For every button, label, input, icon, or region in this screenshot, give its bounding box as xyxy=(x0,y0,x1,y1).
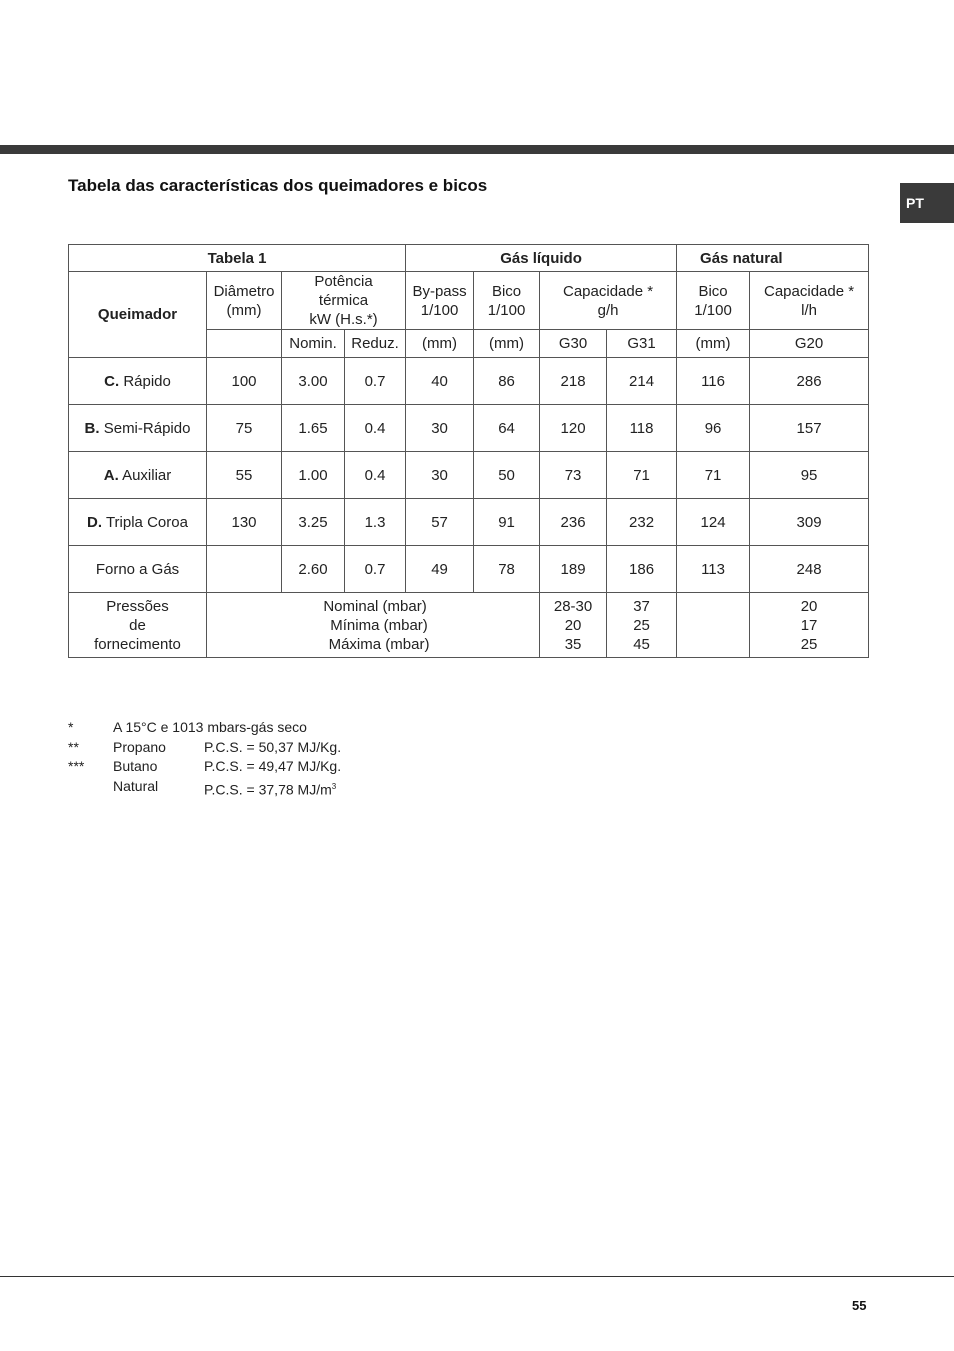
bypass-header-line: By-pass xyxy=(412,282,467,300)
pressure-value: 20 xyxy=(800,597,818,615)
g30-value: 236 xyxy=(540,499,607,546)
reduz-value: 0.7 xyxy=(345,546,406,593)
column-header-row xyxy=(69,272,869,330)
footnote-gas: Natural xyxy=(113,777,159,794)
burner-name: Auxiliar xyxy=(122,466,172,484)
potencia-header-line: Potência xyxy=(314,273,373,290)
pressure-type: Nominal (mbar) xyxy=(323,597,427,615)
pressure-label-line: fornecimento xyxy=(94,635,181,653)
g30-value: 120 xyxy=(540,405,607,452)
bico-natural-header xyxy=(677,272,750,330)
pressure-label xyxy=(69,593,207,658)
g31-value: 232 xyxy=(607,499,677,546)
footnote-pcs: P.C.S. = 37,78 MJ/m xyxy=(204,781,332,798)
bypass-value: 30 xyxy=(406,452,474,499)
bypass-header xyxy=(406,272,474,330)
g20-value: 157 xyxy=(750,405,869,452)
footnote-mark: * xyxy=(68,719,74,735)
footnote-gas: Propano xyxy=(113,738,166,755)
bico-natural-header-line: 1/100 xyxy=(694,301,732,319)
g20-value: 286 xyxy=(750,358,869,405)
footnote-text: A 15°C e 1013 mbars-gás seco xyxy=(113,719,307,735)
burner-name-cell xyxy=(69,405,207,452)
pressure-value: 25 xyxy=(800,635,818,653)
natural-gas-header: Gás natural xyxy=(677,245,869,272)
diametro-value: 100 xyxy=(207,358,282,405)
diametro-value: 55 xyxy=(207,452,282,499)
bico-liquid-header-line: 1/100 xyxy=(487,301,526,319)
potencia-header-line: kW (H.s.*) xyxy=(309,311,378,328)
burner-name-cell xyxy=(69,452,207,499)
top-divider-bar xyxy=(0,145,954,154)
burner-row xyxy=(69,405,869,452)
pressure-value: 20 xyxy=(564,616,582,634)
bico-natural-value: 96 xyxy=(677,405,750,452)
nomin-unit: Nomin. xyxy=(282,330,345,358)
pressure-types xyxy=(207,593,540,658)
diametro-header-unit: (mm) xyxy=(226,301,262,319)
bico-liquid-header-line: Bico xyxy=(491,282,522,300)
bico-natural-unit: (mm) xyxy=(677,330,750,358)
g31-value: 118 xyxy=(607,405,677,452)
g20-value: 248 xyxy=(750,546,869,593)
pressure-value: 37 xyxy=(633,597,650,615)
g31-pressures xyxy=(607,593,677,658)
burner-name: Tripla Coroa xyxy=(105,513,188,531)
group-header-row xyxy=(69,245,869,272)
pressure-value: 28-30 xyxy=(553,597,593,615)
pressure-label-line: Pressões xyxy=(106,597,169,615)
burner-name: Rápido xyxy=(123,372,171,390)
nomin-value: 1.00 xyxy=(282,452,345,499)
footnote-pcs-wrap xyxy=(204,777,336,800)
g20-value: 95 xyxy=(750,452,869,499)
burner-name-cell xyxy=(69,499,207,546)
bypass-value: 40 xyxy=(406,358,474,405)
pressure-value: 17 xyxy=(800,616,818,634)
bico-natural-header-line: Bico xyxy=(698,282,728,300)
table-caption: Tabela 1 xyxy=(69,245,406,272)
burner-code: C. xyxy=(104,372,120,390)
nomin-value: 3.25 xyxy=(282,499,345,546)
burner-row xyxy=(69,452,869,499)
nomin-value: 2.60 xyxy=(282,546,345,593)
bico-natural-value: 116 xyxy=(677,358,750,405)
burner-name-cell xyxy=(69,358,207,405)
footnote-gas: Butano xyxy=(113,758,158,774)
g30-unit: G30 xyxy=(540,330,607,358)
reduz-value: 0.4 xyxy=(345,405,406,452)
capacidade-natural-header-line: Capacidade * xyxy=(764,282,855,300)
burner-characteristics-table xyxy=(68,244,869,658)
capacidade-natural-header-line: l/h xyxy=(801,301,817,319)
burner-name: Semi-Rápido xyxy=(103,419,191,437)
burner-row xyxy=(69,358,869,405)
footnote-mark: ** xyxy=(68,738,79,755)
bypass-value: 30 xyxy=(406,405,474,452)
burner-name-cell xyxy=(69,546,207,593)
g31-value: 186 xyxy=(607,546,677,593)
page-number: 55 xyxy=(852,1298,867,1313)
burner-code: A. xyxy=(103,466,119,484)
reduz-value: 0.4 xyxy=(345,452,406,499)
footnote-mark: *** xyxy=(68,758,85,774)
diametro-value: 130 xyxy=(207,499,282,546)
bico-liquid-value: 86 xyxy=(474,358,540,405)
bypass-unit: (mm) xyxy=(406,330,474,358)
diametro-value xyxy=(207,546,282,593)
capacidade-liquid-header-line: g/h xyxy=(597,301,619,319)
footnote-superscript: 3 xyxy=(331,781,337,791)
diametro-header-line: Diâmetro xyxy=(213,282,275,300)
bico-liquid-value: 64 xyxy=(474,405,540,452)
queimador-header: Queimador xyxy=(69,272,207,358)
g30-pressures xyxy=(540,593,607,658)
pressure-type: Mínima (mbar) xyxy=(330,616,428,634)
g31-value: 214 xyxy=(607,358,677,405)
reduz-value: 0.7 xyxy=(345,358,406,405)
bico-liquid-value: 50 xyxy=(474,452,540,499)
bico-natural-value: 124 xyxy=(677,499,750,546)
diametro-value: 75 xyxy=(207,405,282,452)
reduz-value: 1.3 xyxy=(345,499,406,546)
pressure-value: 35 xyxy=(564,635,582,653)
bico-liquid-unit: (mm) xyxy=(474,330,540,358)
bico-natural-pressure-empty xyxy=(677,593,750,658)
g31-unit: G31 xyxy=(607,330,677,358)
nomin-value: 1.65 xyxy=(282,405,345,452)
bypass-value: 49 xyxy=(406,546,474,593)
bico-liquid-value: 91 xyxy=(474,499,540,546)
capacidade-liquid-header xyxy=(540,272,677,330)
diametro-unit-cell xyxy=(207,330,282,358)
bypass-header-line: 1/100 xyxy=(420,301,459,319)
capacidade-liquid-header-line: Capacidade * xyxy=(563,282,654,300)
pressure-value: 45 xyxy=(633,635,650,653)
liquid-gas-header: Gás líquido xyxy=(406,245,677,272)
bico-natural-value: 113 xyxy=(677,546,750,593)
g20-value: 309 xyxy=(750,499,869,546)
bico-liquid-header xyxy=(474,272,540,330)
g31-value: 71 xyxy=(607,452,677,499)
potencia-header-line: térmica xyxy=(318,292,369,309)
bico-natural-value: 71 xyxy=(677,452,750,499)
footnote-pcs: P.C.S. = 50,37 MJ/Kg. xyxy=(204,738,342,755)
g30-value: 189 xyxy=(540,546,607,593)
g30-value: 73 xyxy=(540,452,607,499)
potencia-header xyxy=(282,272,406,330)
pressure-value: 25 xyxy=(633,616,650,634)
bico-liquid-value: 78 xyxy=(474,546,540,593)
g20-pressures xyxy=(750,593,869,658)
bottom-rule xyxy=(0,1276,954,1277)
pressure-type: Máxima (mbar) xyxy=(328,635,430,653)
burner-row xyxy=(69,546,869,593)
pressure-row xyxy=(69,593,869,658)
burner-code: B. xyxy=(84,419,100,437)
g20-unit: G20 xyxy=(750,330,869,358)
pressure-label-line: de xyxy=(129,616,146,634)
footnote-pcs: P.C.S. = 49,47 MJ/Kg. xyxy=(204,758,342,774)
capacidade-natural-header xyxy=(750,272,869,330)
g30-value: 218 xyxy=(540,358,607,405)
burner-name: Forno a Gás xyxy=(95,560,180,578)
reduz-unit: Reduz. xyxy=(345,330,406,358)
page-title: Tabela das características dos queimadores e bicos xyxy=(68,176,488,195)
language-tab: PT xyxy=(900,183,954,223)
burner-row xyxy=(69,499,869,546)
diametro-header xyxy=(207,272,282,330)
bypass-value: 57 xyxy=(406,499,474,546)
burner-code: D. xyxy=(87,513,103,531)
nomin-value: 3.00 xyxy=(282,358,345,405)
